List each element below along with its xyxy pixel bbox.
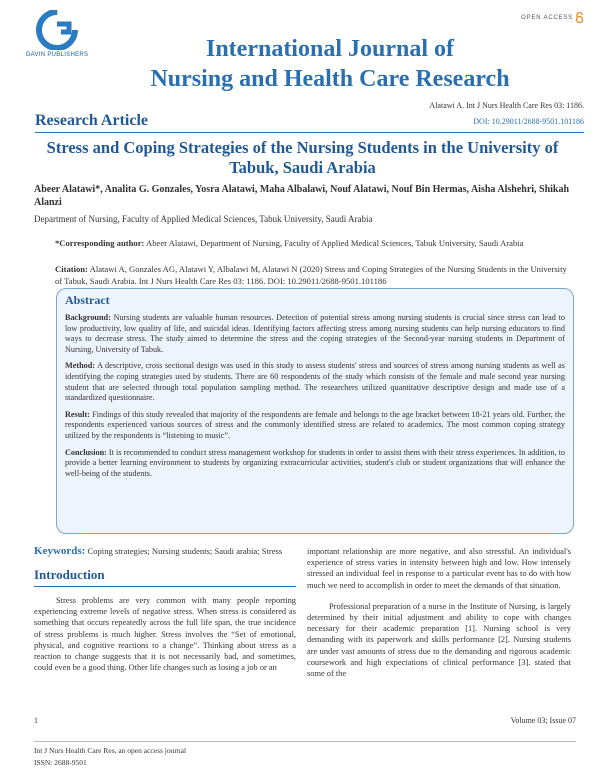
abstract-background (65, 313, 565, 355)
abstract-result (65, 410, 565, 442)
open-access-label: OPEN ACCESS (521, 14, 573, 21)
footer-issn: ISSN: 2688-9501 (34, 758, 87, 767)
introduction-heading: Introduction (34, 567, 105, 582)
introduction-paragraph-3: Professional preparation of a nurse in the Institute of Nursing, is largely determined by their initial adjustment and ability to cope with changes necessary for their academic preparation [1]. Nursing school is very demanding with its paperwork and skills performance [2]. Nursing students are under vast amounts of stress due to the demanding and rigorous academic coursework and high expectations of clinical performance [3]. stated that some of the (307, 601, 571, 679)
keywords-label: Keywords: (34, 545, 86, 557)
header-doi-link[interactable]: DOI: 10.29011/2688-9501.101186 (473, 117, 584, 126)
conclusion-text: It is recommended to conduct stress management workshop for students in order to assist them with their stress experiences. In addition, to provide a better learning environment to students by organizing extracurricular activities, student's club or student organizations that will enhance the well-being of the students. (65, 447, 565, 478)
footer-divider (34, 741, 576, 742)
publisher-logo (12, 10, 102, 58)
corresponding-label: *Corresponding author: (55, 238, 145, 248)
journal-title (110, 34, 550, 94)
volume-issue: Volume 03; Issue 07 (510, 716, 576, 725)
result-label: Result: (65, 409, 91, 419)
header-citation: Alatawi A. Int J Nurs Health Care Res 03: 1186. (429, 101, 584, 110)
journal-title-line2: Nursing and Health Care Research (150, 66, 510, 92)
article-type-label: Research Article (35, 112, 148, 129)
citation-text: Alatawi A, Gonzales AG, Alatawi Y, Albalawi M, Alatawi N (2020) Stress and Coping Strategies of the Nursing Students in the University of Tabuk, Saudi Arabia. Int J Nurs Health Care Res 03: 1186. DOI: 10.29011/2688-9501.101186 (55, 264, 567, 286)
abstract-method (65, 361, 565, 403)
citation-label: Citation: (55, 264, 88, 274)
publisher-logo-text: GAVIN PUBLISHERS (25, 52, 89, 58)
right-column (307, 546, 571, 689)
publisher-logo-icon (31, 10, 83, 50)
conclusion-label: Conclusion: (65, 447, 107, 457)
abstract-box (56, 288, 574, 534)
introduction-divider (34, 586, 296, 587)
introduction-paragraph-1: Stress problems are very common with many people reporting experiencing extreme levels of negative stress. When stress is considered as something that occurs repeatedly across the full life span, the true incidence of stress problems is much higher. Stress involves the “Set of emotional, physical, and cognitive reactions to a change”. Thinking about stress as a reaction to change suggests that it is not necessarily bad, and sometimes, could even be a good thing. Other life changes such as losing a job or an (34, 596, 296, 673)
abstract-conclusion (65, 448, 565, 480)
affiliation: Department of Nursing, Faculty of Applied Medical Sciences, Tabuk University, Saudi Arabia (34, 214, 373, 224)
keywords-text: Coping strategies; Nursing students; Saudi arabia; Stress (85, 546, 283, 556)
header-divider (35, 132, 584, 133)
left-column (34, 546, 296, 673)
article-title: Stress and Coping Strategies of the Nursing Students in the University of Tabuk, Saudi Arabia (46, 138, 559, 177)
background-label: Background: (65, 313, 111, 322)
background-text: Nursing students are valuable human resources. Detection of potential stress among nursing students is crucial since stress can lead to low productivity, low quality of life, and suicidal ideas. Identifying factors affecting stress among nursing students can help nursing educators to find ways to decrease stress. The study aimed to determine the stress and the coping strategies of the Second-year nursing students in Department of Nursing, University of Tabuk. (65, 313, 565, 354)
introduction-paragraph-2: important relationship are more negative, and also stressful. An individual's experience of stress varies in intensity between high and low. How intensely stressed an individual feel in response to a particular event has to do with how much we need to accomplish in order to meet the demands of that situation. (307, 547, 571, 590)
method-text: A descriptive, cross sectional design was used in this study to assess students' stress and sources of stress among nursing students as well as identifying the coping strategies used by students. There are 60 respondents of the study which consists of the female and male second year nursing student that are selected through total population sampling method. The researchers utilized quantitative descriptive design and made use of a standardized questionnaire. (65, 361, 565, 403)
page-number: 1 (34, 716, 38, 725)
open-lock-icon (575, 12, 584, 23)
abstract-heading: Abstract (65, 293, 110, 307)
author-list: Abeer Alatawi*, Analita G. Gonzales, Yosra Alatawi, Maha Albalawi, Nouf Alatawi, Nouf Bin Hermas, Aisha Alshehri, Shikah Alanzi (34, 184, 570, 208)
result-text: Findings of this study revealed that majority of the respondents are female and belongs to the age bracket between 18-21 years old. Further, the respondents experienced various sources of stress and the commonly identified stress are related to academics. The most common coping strategy utilized by the respondents is “listening to music”. (65, 409, 565, 440)
method-label: Method: (65, 361, 96, 371)
keywords (34, 546, 296, 557)
corresponding-text: Abeer Alatawi, Department of Nursing, Faculty of Applied Medical Sciences, Tabuk University, Saudi Arabia (144, 238, 524, 248)
citation-block (55, 263, 570, 287)
corresponding-author (55, 237, 570, 249)
journal-title-line1: International Journal of (205, 36, 454, 62)
footer-journal: Int J Nurs Health Care Res, an open access journal (34, 746, 187, 755)
open-access-badge (521, 12, 584, 23)
